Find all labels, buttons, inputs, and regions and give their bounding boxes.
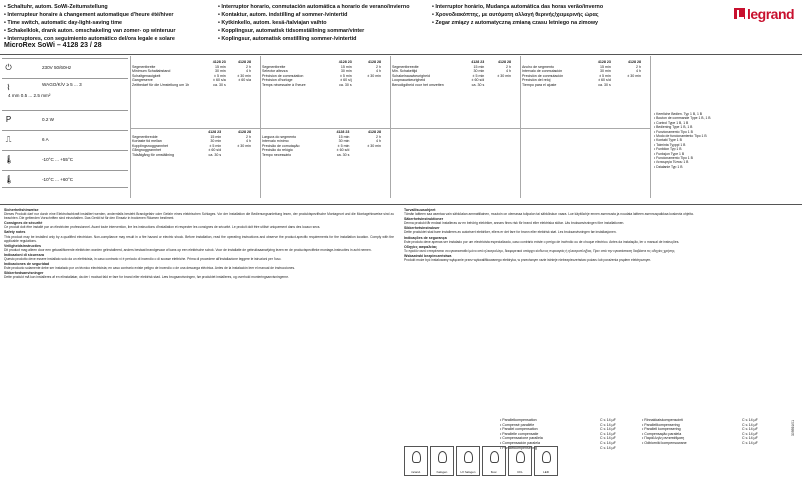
power-icon: P bbox=[5, 115, 12, 124]
side-list-item: • Keerliche Bedien. Typ 1 B, 1 B bbox=[654, 112, 703, 116]
safety-column-right bbox=[404, 207, 794, 412]
spec-row: Tempo necessário ca. 30 s bbox=[262, 152, 350, 157]
load-type-icons bbox=[404, 446, 560, 476]
lang-line: • Interruptor horario, conmutación automática a horario de verano/invierno bbox=[218, 4, 410, 10]
lang-line: • Time switch, automatic day-light-saving time bbox=[4, 20, 123, 26]
section-body: Produkt może być instalowany wyłącznie przez wykwalifikowanego elektryka, w przeciwnym razie istnieje niebezpieczeństwo pożaru lub porażenia prądem elektrycznym. bbox=[404, 258, 652, 263]
load-icon: fluor. bbox=[482, 446, 506, 476]
spec-row: Precisão do relógio ± 60 s/d bbox=[262, 148, 350, 152]
section-title: Säkerhetsinstruktioner bbox=[404, 217, 444, 222]
section-body: Dit product mag alleen door een gekwalificeerde elektricien worden geïnstalleerd, anders bestaat brandgevaar of kans op een elektrische schok. Voor de installatie de gebruiksaanwijzing lezen en de productspecifieke montage-instructies in acht nemen. bbox=[4, 247, 372, 252]
logo-mark-icon bbox=[734, 8, 745, 19]
temp1-row bbox=[2, 150, 128, 168]
lang-line: • Kopplingsur, automatisk tidsomställning sommar/vinter bbox=[218, 28, 365, 34]
bulb-icon bbox=[490, 451, 499, 463]
bulb-icon bbox=[516, 451, 525, 463]
bulb-icon bbox=[464, 451, 473, 463]
bulb-icon bbox=[542, 451, 551, 463]
side-list-item: • Bediening Type 1 B, 1 B bbox=[654, 125, 693, 130]
temp1-text: -10°C ... +55°C bbox=[42, 157, 74, 162]
temp2-text: -10°C ... +60°C bbox=[42, 177, 74, 182]
spec-grid: 4128 23 4128 28 Segmentbreite 15 min 2 h Selector altezza 30 min 4 h Précision de commutation ± 5 min ± 30 min Précision d'horloge ± 60 s/j Temps nécessaire à l'heure ca. 30 s bbox=[262, 60, 387, 87]
spec-grid: 4128 23 4128 28 Segmentbreedte 15 min 2 h Min. Schakeltijd 30 min 4 h Schakelnauwkeurigheid ± 5 min ± 30 min Loopnauwkeurigheid ± 60 s/d Benodigdheid voor het omzetten ca. 30 s bbox=[392, 60, 517, 87]
side-list-item: • Działanie Typ 1 B bbox=[654, 164, 683, 169]
section-body: Denna produkt får endast installeras av en behörig elektriker, annars finns risk för brand eller elektriska stötar. Läs bruksanvisningen före installationen. bbox=[404, 221, 625, 226]
legrand-logo bbox=[734, 6, 798, 24]
spec-row: Precisión de conmutación ± 5 min ± 30 min bbox=[522, 73, 641, 78]
side-list-item: • Λειτουργία Τύπου 1 B bbox=[654, 160, 689, 165]
current-row bbox=[2, 130, 128, 148]
spec-grid: 4128 23 4128 28 Segmentbreite 15 min 2 h Minimum Schaltabstand 30 min 4 h Schaltgenauigkeit ± 5 min ± 30 min Gangreserve ± 60 s/a ± 60 s/a Zeitbedarf für die Umstellung um 1h ca. 30 s bbox=[132, 60, 257, 87]
spec-row: Precisão de comutação ± 5 min ± 30 min bbox=[262, 143, 381, 148]
section-body: Ce produit doit être installé par un électricien professionnel. Avant toute intervention, lire les instructions d'installation et respecter les consignes de sécurité. Le produit doit être utilisé uniquement dans des locaux secs. bbox=[4, 225, 321, 230]
spec-row: Segmentbreite 15 min 2 h bbox=[262, 64, 381, 69]
spec-row: Segmentbredde 15 min 2 h bbox=[132, 134, 251, 139]
load-icon: incand. bbox=[404, 446, 428, 476]
spec-row: Loopnauwkeurigheid ± 60 s/d bbox=[392, 78, 485, 82]
section-body: Este producto solamente debe ser instalado por un técnico electricista; en caso contrario existe peligro de incendio o de una descarga eléctrica. Antes de la instalación leer el manual de instrucciones. bbox=[4, 266, 296, 271]
section-body: Questo prodotto deve essere installato solo da un elettricista, in caso contrario vi è pericolo di incendio o di scosse elettriche. Prima di procedere all'installazione leggere le istruzioni per l'uso. bbox=[4, 257, 282, 262]
header-languages-col1 bbox=[4, 3, 204, 43]
technical-diagram bbox=[2, 58, 128, 198]
current-text: 6 A bbox=[42, 137, 49, 142]
spec-grid: 4128 23 4128 28 Ancho de segmento 15 min 2 h Intervalo de conmutación 30 min 4 h Precisión de conmutación ± 5 min ± 30 min Precisión del reloj ± 60 s/d Tiempo para el ajuste ca. 30 s bbox=[522, 60, 647, 87]
section-title: Veiligheidsinstructies bbox=[4, 243, 41, 248]
lang-line: • Interruptor horário, Mudança automática das horas verão/inverno bbox=[432, 4, 604, 10]
capacitor-row: • Compensazione parallela C ≤ 14 µF • Παράλληλη αντιστάθμιση C ≤ 14 µF bbox=[500, 436, 758, 441]
capacitor-row: • Parallel compensation C ≤ 14 µF • Parallell kompensering C ≤ 14 µF bbox=[500, 427, 758, 432]
load-icon: halogen bbox=[430, 446, 454, 476]
section-title: Indicazioni di sicurezza bbox=[4, 252, 44, 257]
capacitor-row: • Compensación paralela C ≤ 14 µF • Odbiorniki kompensowane C ≤ 14 µF bbox=[500, 440, 758, 445]
spec-row: Segmentbreite 15 min 2 h bbox=[132, 64, 251, 69]
lang-line: • Kontaktur, autom. indstilling af sommer-/vintertid bbox=[218, 12, 348, 18]
load-icon: LV halogen bbox=[456, 446, 480, 476]
section-title: Sikkerhedsanvisninger bbox=[4, 271, 44, 276]
plug-icon: ⏻ bbox=[5, 63, 12, 72]
wago-text: WAGO/K/V ≥ 5 ... 3 bbox=[42, 82, 82, 87]
capacitor-row: • Compensé parallèle C ≤ 14 µF • Parallellkompensering C ≤ 14 µF bbox=[500, 422, 758, 427]
lang-line: • Zegar zmiązy z automatyczną zmianą czasu letniego na zimowy bbox=[432, 20, 599, 26]
spec-row: Précision de commutation ± 5 min ± 30 min bbox=[262, 73, 381, 78]
product-title: MicroRex SoWi – 4128 23 / 28 bbox=[4, 42, 102, 49]
spec-row: Schaltgenauigkeit ± 5 min ± 30 min bbox=[132, 73, 251, 78]
spec-row: Tidsåtgång för omställning ca. 30 s bbox=[132, 152, 222, 157]
section-body: Dette produkt må kun installeres af en elinstallatør, da der i modsat fald er fare for brand eller elektrisk stød. Læs brugsanvisningen, før produktet installeres, og overhold monteringsanvisningerne. bbox=[4, 275, 289, 280]
section-title: Turvallisuusohjeet bbox=[404, 208, 436, 212]
relay-icon: ⎍ bbox=[5, 135, 12, 144]
section-body: Dette produktet skal bare installeres av autorisert elektriker, ellers er det fare for brann eller elektrisk støt. Les bruksanvisningen før installasjonen. bbox=[404, 230, 617, 235]
section-title: Sicherheitshinweise bbox=[4, 208, 39, 212]
bulb-icon bbox=[412, 451, 421, 463]
spec-row: Intervalo de conmutación 30 min 4 h bbox=[522, 69, 641, 73]
spec-row: Minimum Schaltabstand 30 min 4 h bbox=[132, 69, 251, 73]
lang-line: • Schaltuhr, autom. SoWi-Zeitumstellung bbox=[4, 4, 108, 10]
section-title: Indicações de segurança bbox=[404, 235, 447, 240]
section-body: Tämän laitteen saa asentaa vain sähköalan ammattilainen, muutoin on olemassa tulipalon tai sähköiskun vaara. Lue käyttöohje ennen asennusta ja noudata laitteen asennuspaikkaa koskevia ohjeita. bbox=[404, 212, 694, 217]
lang-line: • Interrupteur horaire à changement automatique d'heure été/hiver bbox=[4, 12, 174, 18]
spec-row: Largura do segmento 15 min 2 h bbox=[262, 134, 381, 139]
lang-line: • Χρονοδιακόπτης, με αυτόματη αλλαγή θερινής/χειμερινής ώρας bbox=[432, 12, 599, 18]
section-title: Consignes de sécurité bbox=[4, 221, 43, 226]
lang-line: • Interruptores, con seguimiento automático del/ora legale e solare bbox=[4, 36, 175, 42]
power-text: 0.2 W bbox=[42, 117, 54, 122]
lang-line: • Kytkinkello, autom. kesä-/talviajan vaihto bbox=[218, 20, 327, 26]
bulb-icon bbox=[438, 451, 447, 463]
spec-row: Kopplingsnoggrannhet ± 5 min ± 30 min bbox=[132, 143, 251, 148]
thermometer-icon: 🌡 bbox=[4, 155, 15, 164]
spec-row: Segmentbreedte 15 min 2 h bbox=[392, 64, 511, 69]
supply-text: 230V 50/60Hz bbox=[42, 65, 72, 70]
temp2-row bbox=[2, 170, 128, 188]
spec-row: Min. Schakeltijd 30 min 4 h bbox=[392, 69, 511, 73]
lang-line: • Schakelklok, drank auton. omschakeling van zomer- op winteruur bbox=[4, 28, 176, 34]
thermometer-storage-icon: 🌡 bbox=[4, 175, 15, 184]
section-title: Wskazówki bezpieczeństwa bbox=[404, 253, 452, 258]
section-title: Sikkerhetsinstrukser bbox=[404, 226, 440, 231]
section-body: This product may be installed only by a qualified electrician. Non-compliance may result in a fire hazard or electric shock. Before installation, read the operating instructions and observe the product-specific requirements for the installation location. Comply with the applicable regulations. bbox=[4, 234, 394, 243]
capacitor-row: • Parallelle compensatie C ≤ 14 µF • Compensação paralela C ≤ 14 µF bbox=[500, 431, 758, 436]
side-list-item: • Control Type 1 B, 1 B bbox=[654, 120, 689, 125]
load-icon: LED bbox=[534, 446, 558, 476]
load-icon: CFL bbox=[508, 446, 532, 476]
safety-column-left bbox=[4, 207, 394, 463]
spec-row: Kortaste tid mellan 30 min 4 h bbox=[132, 139, 251, 143]
spec-row: Précision d'horloge ± 60 s/j bbox=[262, 78, 352, 82]
document-id: 309591/01 bbox=[791, 420, 795, 437]
capacitor-row: • Parallelkompensering C ≤ 14 µF bbox=[500, 445, 616, 450]
spec-row: Selector altezza 30 min 4 h bbox=[262, 69, 381, 73]
spec-row: Tiempo para el ajuste ca. 30 s bbox=[522, 82, 611, 87]
spec-grid: 4128 23 4128 28 Segmentbredde 15 min 2 h Kortaste tid mellan 30 min 4 h Kopplingsnoggrannhet ± 5 min ± 30 min Gångnoggrannhet ± 60 s/d Tidsåtgång för omställning ca. 30 s bbox=[132, 130, 257, 157]
side-list-item: • Funksjon Type 1 B bbox=[654, 151, 685, 156]
section-title: Οδηγίες ασφαλείας bbox=[404, 244, 437, 249]
capacitor-row: • Parallelkompensation C ≤ 14 µF • Rinnakkaiskompensointi C ≤ 14 µF bbox=[500, 418, 758, 422]
section-body: Este produto deve apenas ser instalado por um electricista especializado, caso contrário existe o perigo de incêndio ou de choque eléctrico. Antes da instalação, ler o manual de instruções. bbox=[404, 239, 680, 244]
spec-row: Gångnoggrannhet ± 60 s/d bbox=[132, 148, 222, 152]
spec-grid: 4128 23 4128 28 Largura do segmento 15 min 2 h Intervalo mínimo 30 min 4 h Precisão de comutação ± 5 min ± 30 min Precisão do relógio ± 60 s/d Tempo necessário ca. 30 s bbox=[262, 130, 387, 157]
side-list-item: • Funcionamento Tipo 1 B bbox=[654, 156, 693, 161]
wire-row bbox=[2, 78, 128, 108]
side-list-item: • Funzionamento Tipo 1 B bbox=[654, 129, 693, 134]
spec-row: Intervalo mínimo 30 min 4 h bbox=[262, 139, 381, 143]
supply-row bbox=[2, 58, 128, 76]
header-languages-col3 bbox=[432, 3, 732, 27]
section-body: Το προϊόν αυτό επιτρέπεται να εγκατασταθεί μόνο από ηλεκτρολόγο, διαφορετικά υπάρχει κίνδυνος πυρκαγιάς ή ηλεκτροπληξίας. Πριν από την εγκατάσταση διαβάστε τις οδηγίες χρήσης. bbox=[404, 248, 676, 253]
section-body: Dieses Produkt darf nur durch eine Elektrofachkraft installiert werden, andernfalls besteht Brandgefahr oder Gefahr eines elektrischen Schlages. Vor der Installation die Bedienungsanleitung lesen, der produktspezifische Montageort und die Montagehinweise sind zu beachten. Die geltenden Vorschriften sind einzuhalten. Das Gerät ist für den Einsatz in trockenen Räumen bestimmt. bbox=[4, 212, 394, 221]
wire-text: 4 mm 0.5 ... 2.5 mm² bbox=[8, 93, 51, 98]
side-list-item: • Bouton de commande Type 1 B, 1 B bbox=[654, 116, 711, 121]
spec-row: Benodigdheid voor het omzetten ca. 30 s bbox=[392, 82, 485, 87]
spec-row: Precisión del reloj ± 60 s/d bbox=[522, 78, 611, 82]
header-languages-col2 bbox=[218, 3, 418, 43]
lang-line: • Koplingsur, automatisk omstillling sommer-/vintertid bbox=[218, 36, 357, 42]
spec-row: Schakelnauwkeurigheid ± 5 min ± 30 min bbox=[392, 73, 511, 78]
section-title: Safety notes bbox=[4, 230, 26, 235]
side-list-item: • Modo de funcionamiento Tipo 1 B bbox=[654, 134, 707, 139]
side-list-item: • Kontakt Type 1 B bbox=[654, 138, 682, 143]
spec-row: Zeitbedarf für die Umstellung um 1h ca. 30 s bbox=[132, 82, 226, 87]
function-type-list bbox=[654, 112, 798, 169]
spec-row: Temps nécessaire à l'heure ca. 30 s bbox=[262, 82, 352, 87]
side-list-item: • Toiminta Tyyppi 1 B bbox=[654, 142, 686, 147]
logo-wordmark: legrand bbox=[747, 6, 795, 22]
power-row bbox=[2, 110, 128, 128]
spec-row: Ancho de segmento 15 min 2 h bbox=[522, 64, 641, 69]
spec-row: Gangreserve ± 60 s/a ± 60 s/a bbox=[132, 78, 251, 82]
wire-icon: ⌇ bbox=[6, 83, 11, 92]
side-list-item: • Funktion Typ 1 B bbox=[654, 147, 682, 152]
section-title: Indicaciones de seguridad bbox=[4, 262, 50, 267]
